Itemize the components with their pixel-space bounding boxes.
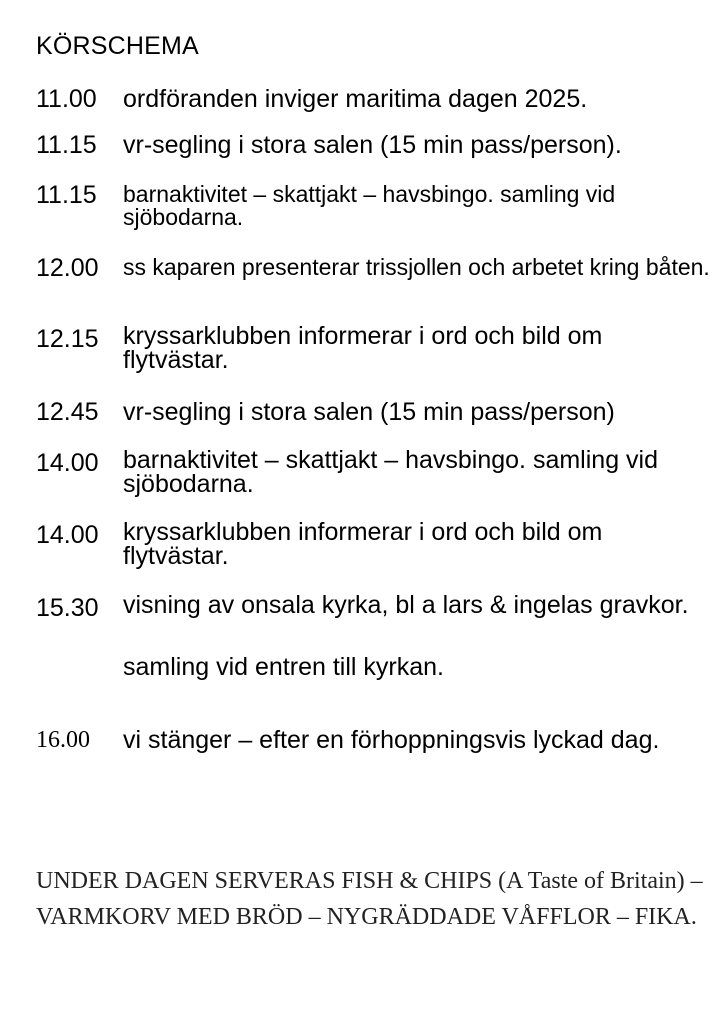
schedule-text: vi stänger – efter en förhoppningsvis lyckad dag.: [123, 726, 660, 754]
schedule-time: 11.15: [36, 181, 97, 209]
schedule-time: 12.45: [36, 398, 99, 426]
schedule-text: barnaktivitet – skattjakt – havsbingo. samling vid sjöbodarna.: [123, 446, 658, 498]
schedule-text: kryssarklubben informerar i ord och bild om flytvästar.: [123, 518, 603, 570]
schedule-time: 12.00: [36, 254, 99, 282]
schedule-text: visning av onsala kyrka, bl a lars & ingelas gravkor.: [123, 591, 689, 619]
schedule-text: vr-segling i stora salen (15 min pass/person).: [123, 131, 622, 159]
schedule-time: 11.00: [36, 85, 97, 113]
schedule-time: 15.30: [36, 594, 99, 622]
schedule-text: vr-segling i stora salen (15 min pass/person): [123, 398, 615, 426]
schedule-text: ss kaparen presenterar trissjollen och arbetet kring båten.: [123, 254, 710, 280]
schedule-extra-text: samling vid entren till kyrkan.: [123, 653, 444, 681]
schedule-text: ordföranden inviger maritima dagen 2025.: [123, 85, 588, 113]
schedule-text: kryssarklubben informerar i ord och bild om flytvästar.: [123, 322, 603, 374]
schedule-time: 16.00: [36, 727, 90, 753]
serving-note: UNDER DAGEN SERVERAS FISH & CHIPS (A Taste of Britain) – VARMKORV MED BRÖD – NYGRÄDDADE VÅFFLOR – FIKA.: [36, 868, 703, 930]
schedule-text: barnaktivitet – skattjakt – havsbingo. samling vid sjöbodarna.: [123, 181, 616, 230]
page-title: KÖRSCHEMA: [36, 32, 199, 60]
schedule-time: 14.00: [36, 449, 99, 477]
schedule-time: 12.15: [36, 325, 99, 353]
schedule-time: 14.00: [36, 521, 99, 549]
schedule-time: 11.15: [36, 131, 97, 159]
